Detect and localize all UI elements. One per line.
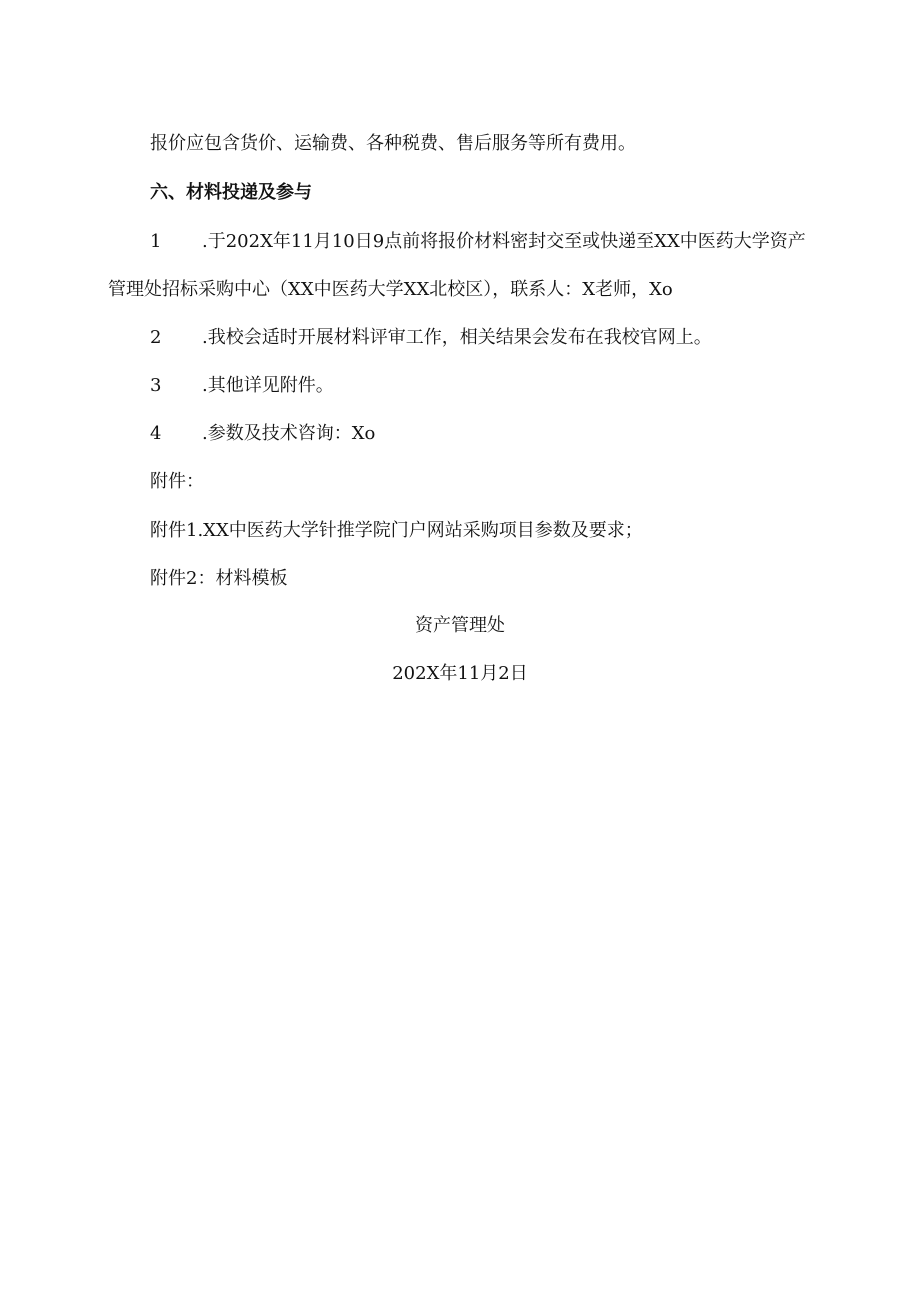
section-heading: 六、材料投递及参与 <box>150 182 312 203</box>
signature-department: 资产管理处 <box>415 615 505 636</box>
list-item-text: .我校会适时开展材料评审工作，相关结果会发布在我校官网上。 <box>202 327 712 348</box>
list-item-1-continuation: 管理处招标采购中心（XX中医药大学XX北校区），联系人：X老师，Xo <box>108 279 673 300</box>
list-item-text: .参数及技术咨询：Xo <box>202 423 376 444</box>
attachments-label: 附件： <box>150 471 204 492</box>
list-item-4 <box>150 422 375 446</box>
attachment-2: 附件2：材料模板 <box>150 568 288 589</box>
list-item-text: .于202X年11月10日9点前将报价材料密封交至或快递至XX中医药大学资产 <box>202 231 806 252</box>
signature-date: 202X年11月2日 <box>392 663 528 684</box>
list-item-number: 4 <box>150 423 162 444</box>
attachment-1: 附件1.XX中医药大学针推学院门户网站采购项目参数及要求； <box>150 520 643 541</box>
list-item-1 <box>150 230 806 254</box>
list-item-text: .其他详见附件。 <box>202 375 334 396</box>
list-item-number: 3 <box>150 375 162 396</box>
intro-paragraph: 报价应包含货价、运输费、各种税费、售后服务等所有费用。 <box>150 133 636 154</box>
list-item-number: 2 <box>150 327 162 348</box>
list-item-number: 1 <box>150 231 162 252</box>
list-item-3 <box>150 374 334 398</box>
list-item-2 <box>150 326 712 350</box>
